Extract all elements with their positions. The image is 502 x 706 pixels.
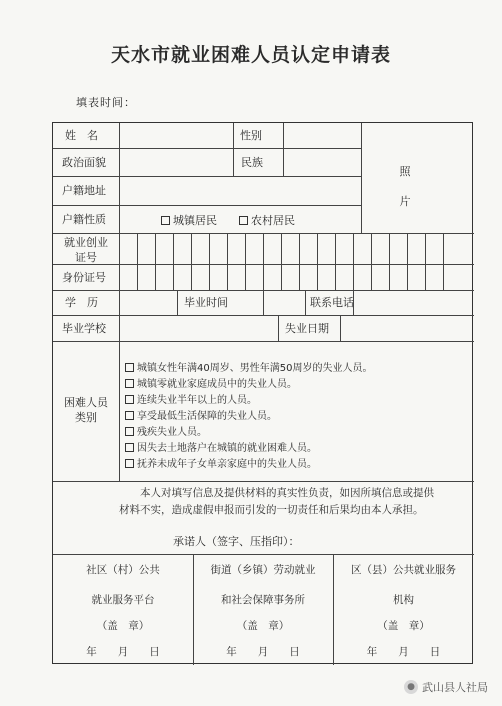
urban-resident-option[interactable]: 城镇居民 <box>161 212 217 228</box>
household-address-field[interactable] <box>120 177 360 204</box>
category-checkbox[interactable] <box>125 459 134 468</box>
political-label: 政治面貌 <box>62 156 106 169</box>
category-item[interactable]: 城镇零就业家庭成员中的失业人员。 <box>125 375 297 390</box>
category-item[interactable]: 因失去土地落户在城镇的就业困难人员。 <box>125 439 317 454</box>
seal-label: （盖 章） <box>96 620 150 632</box>
street-office-cell[interactable]: 街道（乡镇）劳动就业 和社会保障事务所 （盖 章） 年 月 日 <box>193 561 333 661</box>
gender-field[interactable] <box>284 124 360 147</box>
education-label: 学 历 <box>65 296 98 309</box>
category-checkbox[interactable] <box>125 443 134 452</box>
community-platform-cell[interactable]: 社区（村）公共 就业服务平台 （盖 章） 年 月 日 <box>53 561 193 661</box>
category-item[interactable]: 城镇女性年满40周岁、男性年满50周岁的失业人员。 <box>125 359 372 374</box>
name-label: 姓 名 <box>65 129 98 142</box>
category-checkbox[interactable] <box>125 427 134 436</box>
difficulty-type-label: 困难人员 类别 <box>64 396 108 424</box>
gender-label: 性别 <box>240 129 262 142</box>
applicant-sign-label[interactable]: 承诺人（签字、压指印）： <box>173 535 300 548</box>
school-label: 毕业学校 <box>62 322 106 335</box>
category-item[interactable]: 残疾失业人员。 <box>125 423 207 438</box>
category-checkbox[interactable] <box>125 379 134 388</box>
seal-label: （盖 章） <box>377 620 430 632</box>
photo-box[interactable] <box>362 124 473 232</box>
ethnicity-label: 民族 <box>241 156 263 169</box>
employment-cert-grid[interactable] <box>119 233 474 264</box>
photo-label: 照 片 <box>399 165 422 208</box>
rural-checkbox[interactable] <box>239 216 248 225</box>
category-item[interactable]: 抚养未成年子女单亲家庭中的失业人员。 <box>125 455 317 470</box>
unemployment-date-label: 失业日期 <box>285 322 329 335</box>
watermark: ● 武山县人社局 <box>404 679 488 695</box>
declaration-text: 本人对填写信息及提供材料的真实性负责，如因所填信息或提供材料不实，造成虚假申报而引发的一切责任和后果均由本人承担。 <box>119 487 434 516</box>
graduation-time-label: 毕业时间 <box>184 296 228 309</box>
category-item[interactable]: 享受最低生活保障的失业人员。 <box>125 407 277 422</box>
phone-label: 联系电话 <box>310 296 354 309</box>
id-number-grid[interactable] <box>119 264 474 290</box>
political-field[interactable] <box>120 149 232 175</box>
date-label: 年 月 日 <box>226 646 300 658</box>
date-label: 年 月 日 <box>86 646 160 658</box>
category-checkbox[interactable] <box>125 363 134 372</box>
id-number-label: 身份证号 <box>62 271 106 284</box>
name-field[interactable] <box>120 124 232 147</box>
employment-cert-label: 就业创业 证号 <box>64 236 108 264</box>
county-agency-cell[interactable]: 区（县）公共就业服务 机构 （盖 章） 年 月 日 <box>333 561 474 661</box>
category-item[interactable]: 连续失业半年以上的人员。 <box>125 391 257 406</box>
category-checkbox[interactable] <box>125 411 134 420</box>
fill-time-label: 填表时间： <box>76 96 136 109</box>
urban-checkbox[interactable] <box>161 216 170 225</box>
category-checkbox[interactable] <box>125 395 134 404</box>
ethnicity-field[interactable] <box>284 149 360 175</box>
seal-label: （盖 章） <box>236 620 290 632</box>
date-label: 年 月 日 <box>366 646 441 658</box>
household-type-label: 户籍性质 <box>62 213 106 226</box>
application-form-table <box>52 122 473 664</box>
household-address-label: 户籍地址 <box>62 184 106 197</box>
wechat-icon: ● <box>404 680 418 694</box>
form-title: 天水市就业困难人员认定申请表 <box>110 44 391 66</box>
rural-resident-option[interactable]: 农村居民 <box>239 212 295 228</box>
